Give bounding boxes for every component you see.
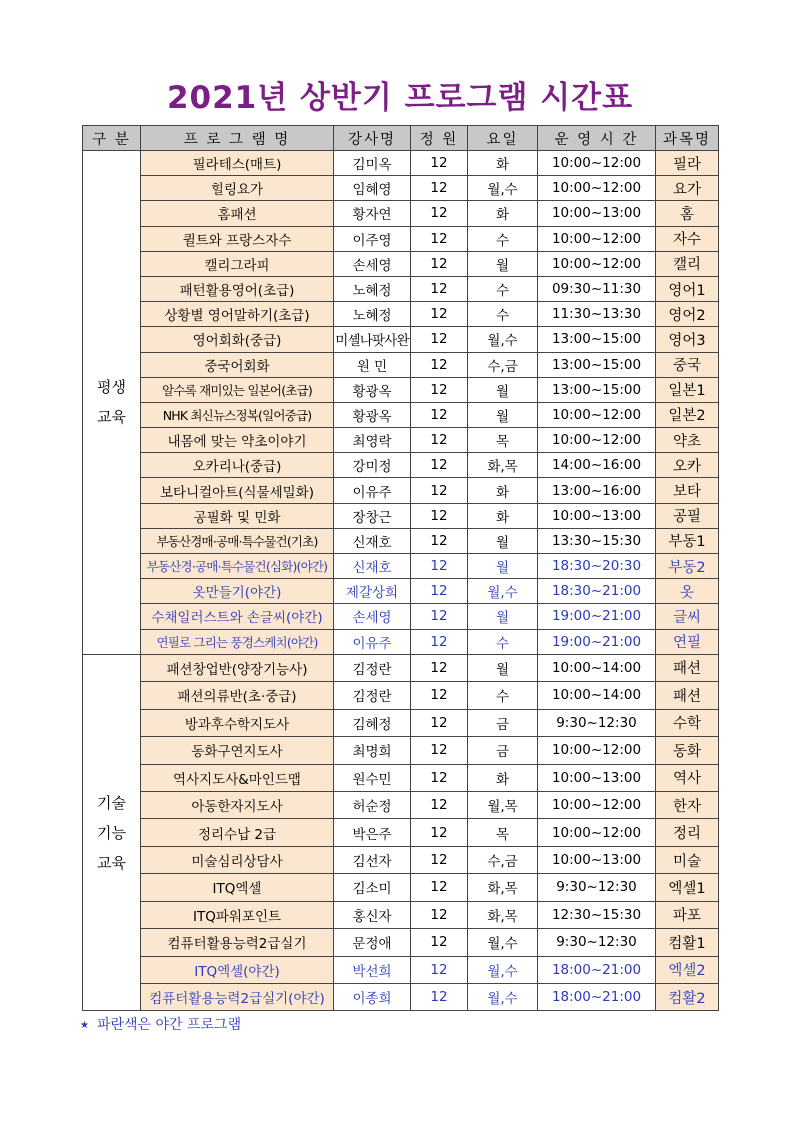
teacher-name: 신재호 — [334, 528, 411, 553]
subject: 영어2 — [656, 302, 719, 327]
table-row — [83, 226, 719, 251]
program-name: 미술심리상담사 — [141, 846, 334, 873]
header-capacity: 정 원 — [411, 126, 468, 151]
time: 09:30~11:30 — [538, 276, 656, 301]
teacher-name: 임혜영 — [334, 176, 411, 201]
capacity: 12 — [411, 604, 468, 629]
day: 월 — [468, 554, 538, 579]
time: 10:00~12:00 — [538, 251, 656, 276]
day: 금 — [468, 709, 538, 736]
teacher-name: 김혜정 — [334, 709, 411, 736]
table-row — [83, 682, 719, 709]
table-row — [83, 377, 719, 402]
table-row — [83, 737, 719, 764]
capacity: 12 — [411, 377, 468, 402]
header-time: 운 영 시 간 — [538, 126, 656, 151]
teacher-name: 손세영 — [334, 604, 411, 629]
time: 13:30~15:30 — [538, 528, 656, 553]
day: 월,수 — [468, 956, 538, 983]
table-row — [83, 352, 719, 377]
day: 수 — [468, 302, 538, 327]
day: 수 — [468, 682, 538, 709]
table-row — [83, 251, 719, 276]
teacher-name: 최영락 — [334, 428, 411, 453]
capacity: 12 — [411, 251, 468, 276]
subject: 옷 — [656, 579, 719, 604]
header-teacher: 강사명 — [334, 126, 411, 151]
day: 화,목 — [468, 874, 538, 901]
capacity: 12 — [411, 276, 468, 301]
day: 월 — [468, 377, 538, 402]
header-subject: 과목명 — [656, 126, 719, 151]
teacher-name: 김소미 — [334, 874, 411, 901]
capacity: 12 — [411, 528, 468, 553]
time: 18:30~21:00 — [538, 579, 656, 604]
subject: 일본2 — [656, 402, 719, 427]
table-row — [83, 984, 719, 1011]
time: 9:30~12:30 — [538, 874, 656, 901]
capacity: 12 — [411, 791, 468, 818]
subject: 요가 — [656, 176, 719, 201]
day: 수 — [468, 226, 538, 251]
day: 월,수 — [468, 984, 538, 1011]
subject: 정리 — [656, 819, 719, 846]
schedule-table — [82, 125, 719, 1011]
subject: 연필 — [656, 629, 719, 654]
time: 9:30~12:30 — [538, 929, 656, 956]
time: 10:00~13:00 — [538, 846, 656, 873]
day: 목 — [468, 428, 538, 453]
day: 수,금 — [468, 352, 538, 377]
program-name: 상황별 영어말하기(초급) — [141, 302, 334, 327]
time: 10:00~12:00 — [538, 151, 656, 176]
program-name: 동화구연지도사 — [141, 737, 334, 764]
teacher-name: 황광옥 — [334, 402, 411, 427]
table-row — [83, 428, 719, 453]
day: 월,수 — [468, 929, 538, 956]
day: 화 — [468, 764, 538, 791]
day: 월 — [468, 654, 538, 681]
subject: 수학 — [656, 709, 719, 736]
table-row — [83, 579, 719, 604]
subject: 일본1 — [656, 377, 719, 402]
capacity: 12 — [411, 929, 468, 956]
time: 10:00~12:00 — [538, 176, 656, 201]
table-row — [83, 151, 719, 176]
table-row — [83, 791, 719, 818]
program-name: 영어회화(중급) — [141, 327, 334, 352]
day: 월 — [468, 251, 538, 276]
day: 월 — [468, 528, 538, 553]
day: 월,수 — [468, 579, 538, 604]
capacity: 12 — [411, 402, 468, 427]
time: 18:00~21:00 — [538, 984, 656, 1011]
subject: 패션 — [656, 682, 719, 709]
program-name: 퀼트와 프랑스자수 — [141, 226, 334, 251]
program-name: NHK 최신뉴스정복(일어중급) — [141, 402, 334, 427]
teacher-name: 이유주 — [334, 629, 411, 654]
capacity: 12 — [411, 352, 468, 377]
subject: 부동2 — [656, 554, 719, 579]
day: 월,수 — [468, 327, 538, 352]
note-text: 파란색은 야간 프로그램 — [96, 1017, 242, 1033]
header-row — [83, 126, 719, 151]
program-name: ITQ파워포인트 — [141, 901, 334, 928]
subject: 중국 — [656, 352, 719, 377]
teacher-name: 김미옥 — [334, 151, 411, 176]
header-category: 구 분 — [83, 126, 141, 151]
program-name: 역사지도사&마인드맵 — [141, 764, 334, 791]
subject: 엑셀1 — [656, 874, 719, 901]
time: 12:30~15:30 — [538, 901, 656, 928]
capacity: 12 — [411, 327, 468, 352]
table-row — [83, 901, 719, 928]
day: 화 — [468, 503, 538, 528]
time: 10:00~12:00 — [538, 819, 656, 846]
table-row — [83, 956, 719, 983]
program-name: 패턴활용영어(초급) — [141, 276, 334, 301]
program-name: ITQ엑셀 — [141, 874, 334, 901]
program-name: 필라테스(매트) — [141, 151, 334, 176]
capacity: 12 — [411, 654, 468, 681]
table-row — [83, 276, 719, 301]
table-row — [83, 554, 719, 579]
capacity: 12 — [411, 874, 468, 901]
table-row — [83, 503, 719, 528]
day: 월 — [468, 402, 538, 427]
capacity: 12 — [411, 201, 468, 226]
subject: 패션 — [656, 654, 719, 681]
subject: 미술 — [656, 846, 719, 873]
day: 금 — [468, 737, 538, 764]
table-row — [83, 478, 719, 503]
teacher-name: 강미정 — [334, 453, 411, 478]
program-name: 부동산경매·공매·특수물건(기초) — [141, 528, 334, 553]
teacher-name: 황자연 — [334, 201, 411, 226]
capacity: 12 — [411, 554, 468, 579]
teacher-name: 김정란 — [334, 654, 411, 681]
teacher-name: 원수민 — [334, 764, 411, 791]
program-name: 캘리그라피 — [141, 251, 334, 276]
day: 화,목 — [468, 901, 538, 928]
program-name: 홈패션 — [141, 201, 334, 226]
subject: 부동1 — [656, 528, 719, 553]
table-row — [83, 201, 719, 226]
category-label: 기술 기능 교육 — [83, 654, 141, 1011]
capacity: 12 — [411, 764, 468, 791]
time: 19:00~21:00 — [538, 629, 656, 654]
program-name: 컴퓨터활용능력2급실기(야간) — [141, 984, 334, 1011]
capacity: 12 — [411, 176, 468, 201]
time: 10:00~12:00 — [538, 428, 656, 453]
capacity: 12 — [411, 819, 468, 846]
day: 월,목 — [468, 791, 538, 818]
time: 13:00~15:00 — [538, 352, 656, 377]
capacity: 12 — [411, 453, 468, 478]
teacher-name: 장창근 — [334, 503, 411, 528]
table-row — [83, 528, 719, 553]
teacher-name: 이유주 — [334, 478, 411, 503]
table-row — [83, 654, 719, 681]
subject: 한자 — [656, 791, 719, 818]
time: 10:00~12:00 — [538, 737, 656, 764]
program-name: 힐링요가 — [141, 176, 334, 201]
teacher-name: 이종희 — [334, 984, 411, 1011]
time: 10:00~13:00 — [538, 201, 656, 226]
night-program-note — [80, 1014, 241, 1034]
program-name: 정리수납 2급 — [141, 819, 334, 846]
day: 화 — [468, 151, 538, 176]
time: 10:00~14:00 — [538, 654, 656, 681]
program-name: 연필로 그리는 풍경스케치(야간) — [141, 629, 334, 654]
table-row — [83, 764, 719, 791]
time: 10:00~12:00 — [538, 791, 656, 818]
time: 14:00~16:00 — [538, 453, 656, 478]
table-row — [83, 709, 719, 736]
day: 화 — [468, 478, 538, 503]
table-row — [83, 874, 719, 901]
capacity: 12 — [411, 901, 468, 928]
teacher-name: 최명희 — [334, 737, 411, 764]
capacity: 12 — [411, 428, 468, 453]
teacher-name: 제갈상희 — [334, 579, 411, 604]
teacher-name: 원 민 — [334, 352, 411, 377]
teacher-name: 미셸나팟사완 — [334, 327, 411, 352]
category-label: 평생 교육 — [83, 151, 141, 655]
subject: 글씨 — [656, 604, 719, 629]
time: 18:00~21:00 — [538, 956, 656, 983]
capacity: 12 — [411, 226, 468, 251]
subject: 필라 — [656, 151, 719, 176]
day: 수,금 — [468, 846, 538, 873]
capacity: 12 — [411, 503, 468, 528]
table-row — [83, 819, 719, 846]
capacity: 12 — [411, 984, 468, 1011]
time: 13:00~15:00 — [538, 327, 656, 352]
time: 9:30~12:30 — [538, 709, 656, 736]
day: 목 — [468, 819, 538, 846]
time: 10:00~12:00 — [538, 402, 656, 427]
table-row — [83, 604, 719, 629]
program-name: 중국어회화 — [141, 352, 334, 377]
time: 10:00~14:00 — [538, 682, 656, 709]
teacher-name: 문정애 — [334, 929, 411, 956]
teacher-name: 김선자 — [334, 846, 411, 873]
teacher-name: 이주영 — [334, 226, 411, 251]
day: 화 — [468, 201, 538, 226]
teacher-name: 박선희 — [334, 956, 411, 983]
capacity: 12 — [411, 846, 468, 873]
time: 19:00~21:00 — [538, 604, 656, 629]
teacher-name: 노혜정 — [334, 302, 411, 327]
time: 13:00~15:00 — [538, 377, 656, 402]
table-row — [83, 846, 719, 873]
program-name: 보타니컬아트(식물세밀화) — [141, 478, 334, 503]
subject: 동화 — [656, 737, 719, 764]
capacity: 12 — [411, 151, 468, 176]
time: 18:30~20:30 — [538, 554, 656, 579]
teacher-name: 홍신자 — [334, 901, 411, 928]
capacity: 12 — [411, 302, 468, 327]
subject: 컴활1 — [656, 929, 719, 956]
program-name: 오카리나(중급) — [141, 453, 334, 478]
capacity: 12 — [411, 682, 468, 709]
program-name: 수채일러스트와 손글씨(야간) — [141, 604, 334, 629]
time: 10:00~13:00 — [538, 503, 656, 528]
table-row — [83, 176, 719, 201]
program-name: 알수록 재미있는 일본어(초급) — [141, 377, 334, 402]
day: 화,목 — [468, 453, 538, 478]
table-row — [83, 453, 719, 478]
teacher-name: 노혜정 — [334, 276, 411, 301]
time: 13:00~16:00 — [538, 478, 656, 503]
program-name: 방과후수학지도사 — [141, 709, 334, 736]
teacher-name: 김정란 — [334, 682, 411, 709]
subject: 약초 — [656, 428, 719, 453]
program-name: 패션의류반(초·중급) — [141, 682, 334, 709]
subject: 홈 — [656, 201, 719, 226]
program-name: 부동산경·공매·특수물건(심화)(야간) — [141, 554, 334, 579]
subject: 자수 — [656, 226, 719, 251]
day: 월,수 — [468, 176, 538, 201]
header-program: 프 로 그 램 명 — [141, 126, 334, 151]
table-row — [83, 629, 719, 654]
capacity: 12 — [411, 956, 468, 983]
program-name: 패션창업반(양장기능사) — [141, 654, 334, 681]
subject: 캘리 — [656, 251, 719, 276]
capacity: 12 — [411, 629, 468, 654]
subject: 영어3 — [656, 327, 719, 352]
teacher-name: 황광옥 — [334, 377, 411, 402]
table-row — [83, 402, 719, 427]
subject: 공필 — [656, 503, 719, 528]
capacity: 12 — [411, 737, 468, 764]
day: 수 — [468, 276, 538, 301]
subject: 영어1 — [656, 276, 719, 301]
teacher-name: 신재호 — [334, 554, 411, 579]
time: 10:00~12:00 — [538, 226, 656, 251]
star-icon: ★ — [80, 1019, 89, 1031]
day: 월 — [468, 604, 538, 629]
table-row — [83, 302, 719, 327]
page-title: 2021년 상반기 프로그램 시간표 — [166, 80, 634, 116]
program-name: 내몸에 맞는 약초이야기 — [141, 428, 334, 453]
program-name: 공필화 및 민화 — [141, 503, 334, 528]
header-day: 요일 — [468, 126, 538, 151]
program-name: 아동한자지도사 — [141, 791, 334, 818]
teacher-name: 허순정 — [334, 791, 411, 818]
table-row — [83, 929, 719, 956]
subject: 컴활2 — [656, 984, 719, 1011]
subject: 역사 — [656, 764, 719, 791]
subject: 보타 — [656, 478, 719, 503]
capacity: 12 — [411, 709, 468, 736]
day: 수 — [468, 629, 538, 654]
subject: 엑셀2 — [656, 956, 719, 983]
program-name: ITQ엑셀(야간) — [141, 956, 334, 983]
table-row — [83, 327, 719, 352]
time: 11:30~13:30 — [538, 302, 656, 327]
subject: 파포 — [656, 901, 719, 928]
time: 10:00~13:00 — [538, 764, 656, 791]
capacity: 12 — [411, 478, 468, 503]
program-name: 옷만들기(야간) — [141, 579, 334, 604]
capacity: 12 — [411, 579, 468, 604]
teacher-name: 박은주 — [334, 819, 411, 846]
teacher-name: 손세영 — [334, 251, 411, 276]
program-name: 컴퓨터활용능력2급실기 — [141, 929, 334, 956]
subject: 오카 — [656, 453, 719, 478]
